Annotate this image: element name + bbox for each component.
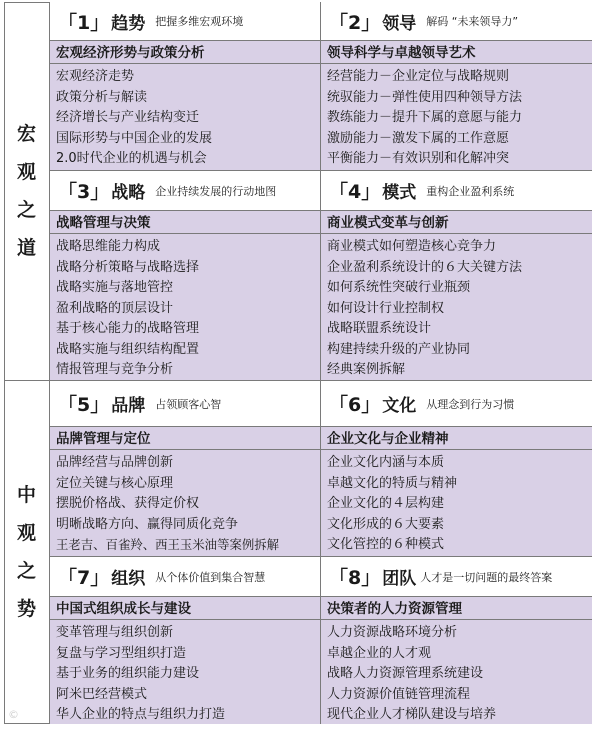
- module-number: 「1」: [58, 11, 110, 34]
- list-item: 文化形成的６大要素: [327, 516, 445, 532]
- module-body-title: 战略管理与决策: [50, 214, 320, 234]
- module-subtitle: 人才是一切问题的最终答案: [420, 570, 553, 584]
- module-title: 战略: [111, 183, 146, 203]
- list-item: 教练能力－提升下属的意愿与能力: [327, 110, 523, 125]
- list-item: 战略分析策略与战略选择: [56, 259, 200, 275]
- list-item: 战略实施与落地管控: [56, 280, 174, 295]
- list-item: 2.0时代企业的机遇与机会: [56, 151, 207, 166]
- module-body-2: [320, 40, 592, 170]
- module-subtitle: 解码 “未来领导力”: [426, 15, 519, 28]
- list-item: 经营能力－企业定位与战略规则: [327, 69, 510, 84]
- list-item: 文化管控的６种模式: [327, 537, 445, 552]
- list-item: 卓越文化的特质与精神: [327, 475, 458, 491]
- side-char: 中: [16, 484, 36, 506]
- module-body-7: [49, 596, 320, 724]
- list-item: 阿米巴经营模式: [56, 686, 148, 702]
- module-header-1: [49, 2, 320, 40]
- list-item: 王老吉、百雀羚、西王玉米油等案例拆解: [56, 537, 280, 552]
- side-char: 势: [16, 598, 36, 620]
- module-header-4: [320, 170, 592, 210]
- list-item: 基于业务的组织能力建设: [56, 666, 200, 681]
- list-item: 变革管理与组织创新: [56, 625, 174, 640]
- side-char: 宏: [16, 123, 36, 145]
- list-item: 复盘与学习型组织打造: [56, 645, 187, 661]
- module-grid: [49, 2, 592, 724]
- list-item: 卓越企业的人才观: [327, 645, 432, 661]
- list-item: 明晰战略方向、赢得同质化竞争: [56, 516, 239, 532]
- module-number: 「5」: [58, 394, 110, 416]
- list-item: 商业模式如何塑造核心竞争力: [327, 239, 497, 254]
- module-body-title: 中国式组织成长与建设: [50, 600, 320, 620]
- list-item: 情报管理与竞争分析: [56, 362, 174, 377]
- list-item: 战略实施与组织结构配置: [56, 341, 200, 357]
- list-item: 如何系统性突破行业瓶颈: [327, 280, 471, 295]
- side-label-meso: [4, 380, 49, 724]
- list-item: 经济增长与产业结构变迁: [56, 110, 200, 125]
- module-header-6: [320, 380, 592, 426]
- module-subtitle: 从理念到行为习惯: [426, 397, 515, 411]
- module-body-title: 品牌管理与定位: [50, 430, 320, 450]
- list-item: 战略人力资源管理系统建设: [327, 666, 484, 681]
- module-subtitle: 把握多维宏观环境: [155, 15, 244, 28]
- module-title: 文化: [382, 396, 417, 416]
- module-header-3: [49, 170, 320, 210]
- module-number: 「8」: [329, 567, 381, 589]
- module-body-title: 商业模式变革与创新: [321, 214, 592, 234]
- list-item: 如何设计行业控制权: [327, 300, 445, 316]
- side-char: 观: [16, 161, 36, 183]
- side-char: 之: [16, 560, 36, 582]
- module-header-8: [320, 556, 592, 596]
- list-item: 人力资源价值链管理流程: [327, 686, 471, 702]
- watermark: ©: [8, 708, 19, 721]
- module-subtitle: 从个体价值到集合智慧: [155, 570, 266, 584]
- module-subtitle: 占领顾客心智: [155, 397, 222, 411]
- module-body-title: 宏观经济形势与政策分析: [50, 44, 320, 64]
- list-item: 激励能力－激发下属的工作意愿: [327, 130, 510, 146]
- module-title: 品牌: [111, 396, 146, 416]
- module-body-8: [320, 596, 592, 724]
- module-body-title: 决策者的人力资源管理: [321, 600, 592, 620]
- module-subtitle: 企业持续发展的行动地图: [155, 184, 277, 198]
- list-item: 企业文化内涵与本质: [327, 455, 445, 470]
- module-number: 「3」: [58, 181, 110, 203]
- module-header-2: [320, 2, 592, 40]
- list-item: 定位关键与核心原理: [56, 475, 174, 491]
- module-body-6: [320, 426, 592, 556]
- side-char: 观: [16, 522, 36, 544]
- list-item: 平衡能力－有效识别和化解冲突: [327, 151, 510, 166]
- module-title: 模式: [382, 183, 417, 203]
- module-title: 趋势: [111, 13, 146, 34]
- list-item: 国际形势与中国企业的发展: [56, 130, 213, 146]
- module-body-title: 企业文化与企业精神: [321, 430, 592, 450]
- list-item: 企业文化的４层构建: [327, 496, 445, 511]
- list-item: 华人企业的特点与组织力打造: [56, 707, 226, 722]
- list-item: 构建持续升级的产业协同: [327, 341, 471, 357]
- module-title: 团队: [382, 569, 417, 589]
- module-header-5: [49, 380, 320, 426]
- list-item: 战略联盟系统设计: [327, 321, 432, 336]
- module-number: 「4」: [329, 181, 381, 203]
- module-body-5: [49, 426, 320, 556]
- module-number: 「6」: [329, 394, 381, 416]
- list-item: 基于核心能力的战略管理: [56, 321, 200, 336]
- module-body-4: [320, 210, 592, 380]
- list-item: 经典案例拆解: [327, 362, 406, 377]
- list-item: 宏观经济走势: [56, 69, 135, 84]
- list-item: 政策分析与解读: [56, 89, 148, 105]
- module-number: 「2」: [329, 11, 381, 34]
- list-item: 战略思维能力构成: [56, 239, 161, 254]
- module-body-1: [49, 40, 320, 170]
- module-title: 领导: [382, 13, 417, 34]
- list-item: 摆脱价格战、获得定价权: [56, 496, 200, 511]
- side-char: 道: [16, 237, 36, 259]
- list-item: 品牌经营与品牌创新: [56, 455, 174, 470]
- module-body-3: [49, 210, 320, 380]
- module-subtitle: 重构企业盈利系统: [426, 184, 515, 198]
- list-item: 统驭能力－弹性使用四种领导方法: [327, 89, 523, 105]
- list-item: 人力资源战略环境分析: [327, 625, 458, 640]
- module-title: 组织: [111, 569, 146, 589]
- module-number: 「7」: [58, 567, 110, 589]
- list-item: 现代企业人才梯队建设与培养: [327, 707, 497, 722]
- side-label-macro: [4, 2, 49, 380]
- list-item: 企业盈利系统设计的６大关键方法: [327, 259, 523, 275]
- module-header-7: [49, 556, 320, 596]
- module-body-title: 领导科学与卓越领导艺术: [321, 44, 592, 64]
- side-char: 之: [16, 199, 36, 221]
- list-item: 盈利战略的顶层设计: [56, 300, 174, 316]
